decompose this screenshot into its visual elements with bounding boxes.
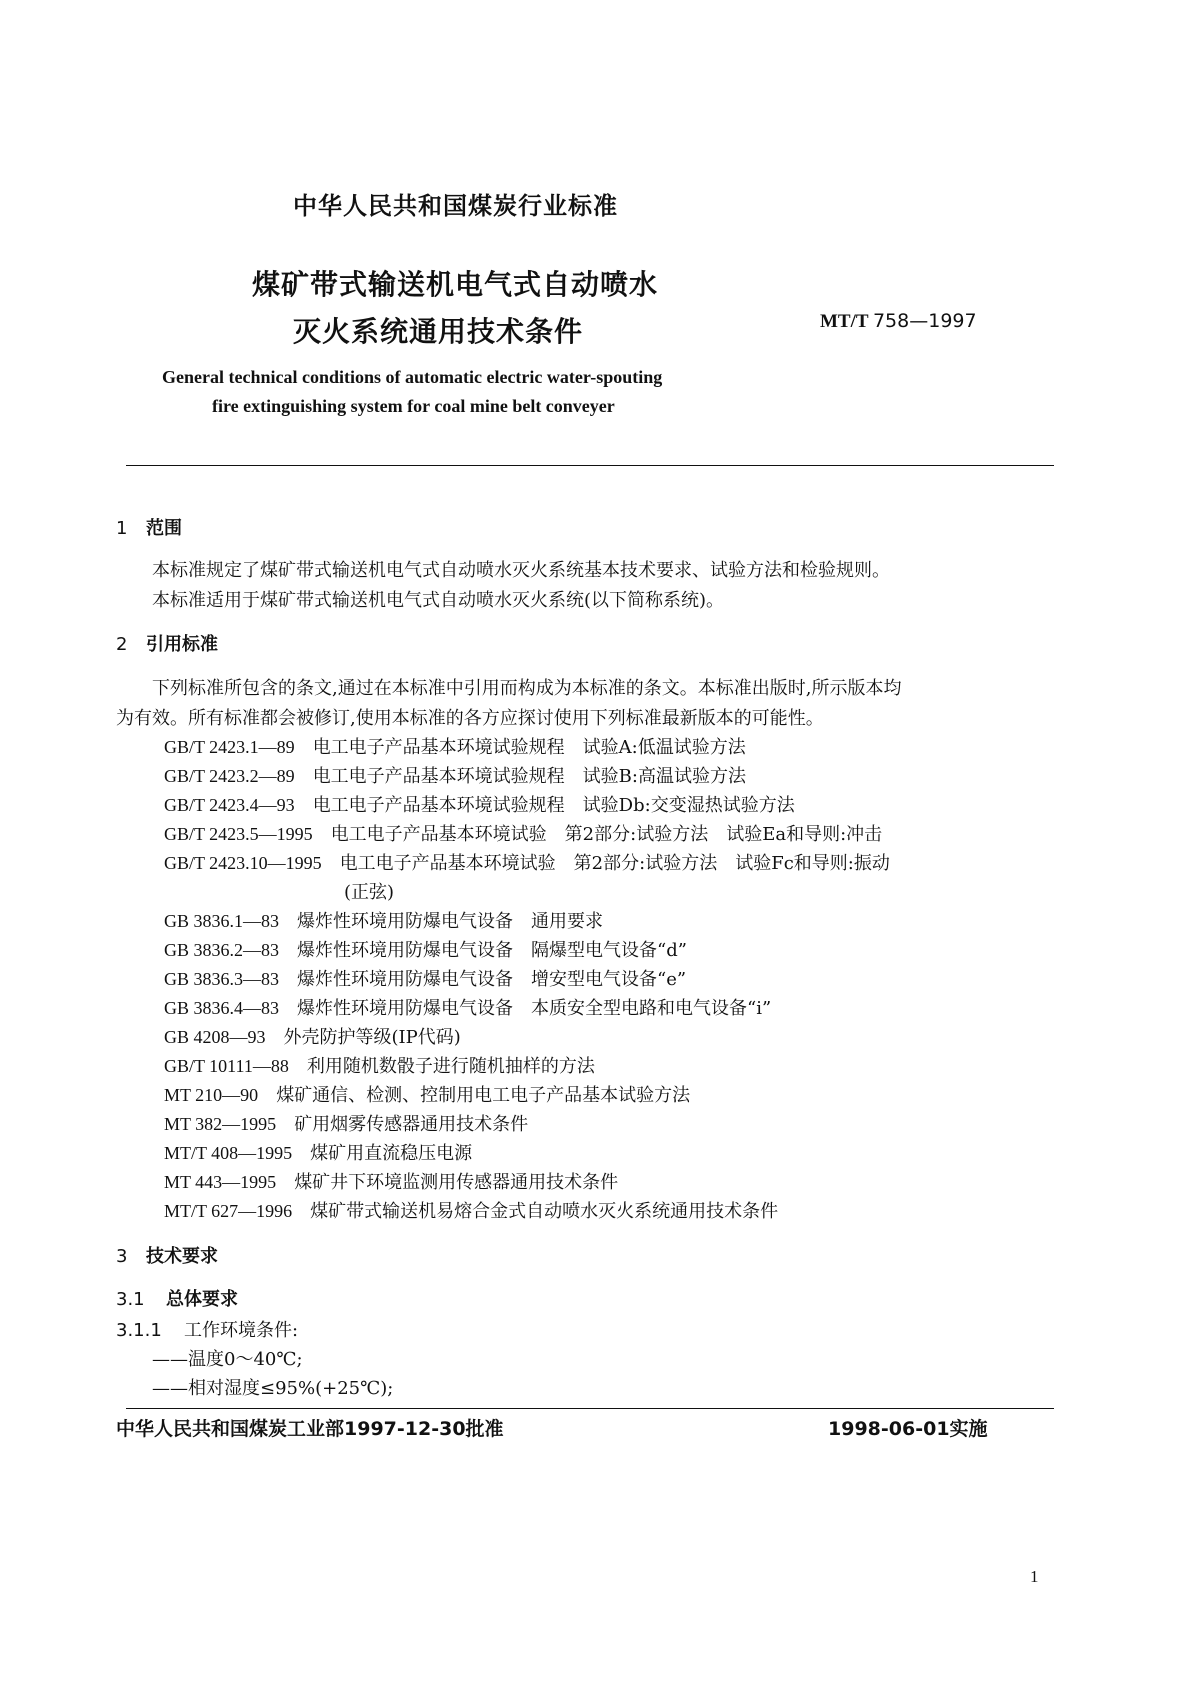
reference-code: GB 3836.1—83 [164, 911, 280, 931]
reference-code: GB/T 2423.5—1995 [164, 824, 313, 844]
section-number: 3 [116, 1246, 128, 1267]
reference-title: 煤矿通信、检测、控制用电工电子产品基本试验方法 [276, 1085, 691, 1106]
reference-code: GB 3836.2—83 [164, 940, 280, 960]
subsection-number: 3.1 [116, 1289, 145, 1310]
reference-title: (正弦) [344, 882, 395, 903]
condition-bullet: ——温度0～40℃; [152, 1349, 303, 1370]
reference-item [164, 849, 890, 875]
reference-item [164, 1168, 618, 1194]
reference-title: 利用随机数骰子进行随机抽样的方法 [306, 1056, 595, 1077]
reference-title: 电工电子产品基本环境试验规程 试验A:低温试验方法 [312, 737, 746, 758]
reference-item [164, 1023, 461, 1049]
standard-code-prefix: MT/T [820, 311, 869, 332]
english-title-line2: fire extinguishing system for coal mine belt conveyer [212, 396, 615, 416]
reference-code: MT/T 627—1996 [164, 1201, 293, 1221]
reference-title: 矿用烟雾传感器通用技术条件 [294, 1114, 529, 1135]
reference-title: 爆炸性环境用防爆电气设备 通用要求 [297, 911, 604, 932]
reference-code: GB/T 10111—88 [164, 1056, 289, 1076]
reference-item [164, 994, 771, 1020]
clause-number: 3.1.1 [116, 1320, 162, 1341]
section-1-paragraph-1: 本标准规定了煤矿带式输送机电气式自动喷水灭火系统基本技术要求、试验方法和检验规则。 [152, 560, 890, 581]
footer-divider [126, 1408, 1054, 1409]
reference-title: 外壳防护等级(IP代码) [283, 1027, 461, 1048]
section-2-intro-line1: 下列标准所包含的条文,通过在本标准中引用而构成为本标准的条文。本标准出版时,所示版本均 [152, 678, 902, 699]
reference-item [164, 907, 603, 933]
standard-code [820, 310, 977, 333]
section-title: 引用标准 [146, 634, 218, 655]
reference-title: 煤矿用直流稳压电源 [310, 1143, 473, 1164]
reference-code: MT 382—1995 [164, 1114, 277, 1134]
section-2-intro-line2: 为有效。所有标准都会被修订,使用本标准的各方应探讨使用下列标准最新版本的可能性。 [116, 708, 824, 729]
reference-item [164, 820, 882, 846]
page-number: 1 [1030, 1567, 1039, 1586]
reference-item [164, 1110, 528, 1136]
reference-title: 煤矿带式输送机易熔合金式自动喷水灭火系统通用技术条件 [310, 1201, 779, 1222]
clause-title: 工作环境条件: [184, 1320, 299, 1341]
reference-item [164, 733, 746, 759]
section-number: 1 [116, 518, 128, 539]
section-title: 范围 [146, 518, 182, 539]
reference-code: MT 210—90 [164, 1085, 259, 1105]
reference-title: 爆炸性环境用防爆电气设备 增安型电气设备“e” [297, 969, 687, 990]
reference-item [164, 936, 687, 962]
reference-title: 电工电子产品基本环境试验 第2部分:试验方法 试验Ea和导则:冲击 [330, 824, 883, 845]
reference-code: GB 4208—93 [164, 1027, 266, 1047]
section-2-heading [116, 630, 218, 656]
standard-code-number: 758—1997 [872, 310, 977, 332]
reference-code: GB 3836.4—83 [164, 998, 280, 1018]
document-title-line2: 灭火系统通用技术条件 [293, 315, 584, 348]
document-title-line1: 煤矿带式输送机电气式自动喷水 [252, 268, 659, 301]
reference-code: MT/T 408—1995 [164, 1143, 293, 1163]
header-divider [126, 465, 1054, 466]
reference-code: GB/T 2423.1—89 [164, 737, 295, 757]
reference-title: 爆炸性环境用防爆电气设备 隔爆型电气设备“d” [297, 940, 687, 961]
reference-title: 电工电子产品基本环境试验规程 试验B:高温试验方法 [312, 766, 746, 787]
reference-item [164, 1081, 690, 1107]
reference-item [164, 1052, 595, 1078]
section-number: 2 [116, 634, 128, 655]
subsection-3-1-heading [116, 1285, 238, 1311]
clause-3-1-1 [116, 1316, 298, 1342]
reference-code: GB/T 2423.2—89 [164, 766, 295, 786]
condition-bullet: ——相对湿度≤95%(+25℃); [152, 1378, 394, 1399]
effective-date: 1998-06-01实施 [828, 1418, 988, 1440]
section-1-paragraph-2: 本标准适用于煤矿带式输送机电气式自动喷水灭火系统(以下简称系统)。 [152, 590, 725, 611]
section-1-heading [116, 514, 182, 540]
reference-code: MT 443—1995 [164, 1172, 277, 1192]
org-standard-heading: 中华人民共和国煤炭行业标准 [293, 192, 618, 220]
reference-item [164, 1197, 778, 1223]
reference-title: 电工电子产品基本环境试验 第2部分:试验方法 试验Fc和导则:振动 [339, 853, 890, 874]
reference-code: GB/T 2423.4—93 [164, 795, 295, 815]
reference-item [164, 1139, 472, 1165]
reference-item [164, 762, 746, 788]
reference-item [164, 791, 795, 817]
reference-title: 爆炸性环境用防爆电气设备 本质安全型电路和电气设备“i” [297, 998, 772, 1019]
reference-item-continuation [344, 878, 394, 904]
reference-title: 电工电子产品基本环境试验规程 试验Db:交变湿热试验方法 [312, 795, 795, 816]
section-title: 技术要求 [146, 1246, 218, 1267]
subsection-title: 总体要求 [166, 1289, 238, 1310]
reference-title: 煤矿井下环境监测用传感器通用技术条件 [294, 1172, 619, 1193]
reference-code: GB/T 2423.10—1995 [164, 853, 322, 873]
reference-item [164, 965, 686, 991]
section-3-heading [116, 1242, 218, 1268]
english-title-line1: General technical conditions of automatic electric water-spouting [162, 367, 663, 387]
approval-statement: 中华人民共和国煤炭工业部1997-12-30批准 [116, 1418, 504, 1440]
reference-code: GB 3836.3—83 [164, 969, 280, 989]
